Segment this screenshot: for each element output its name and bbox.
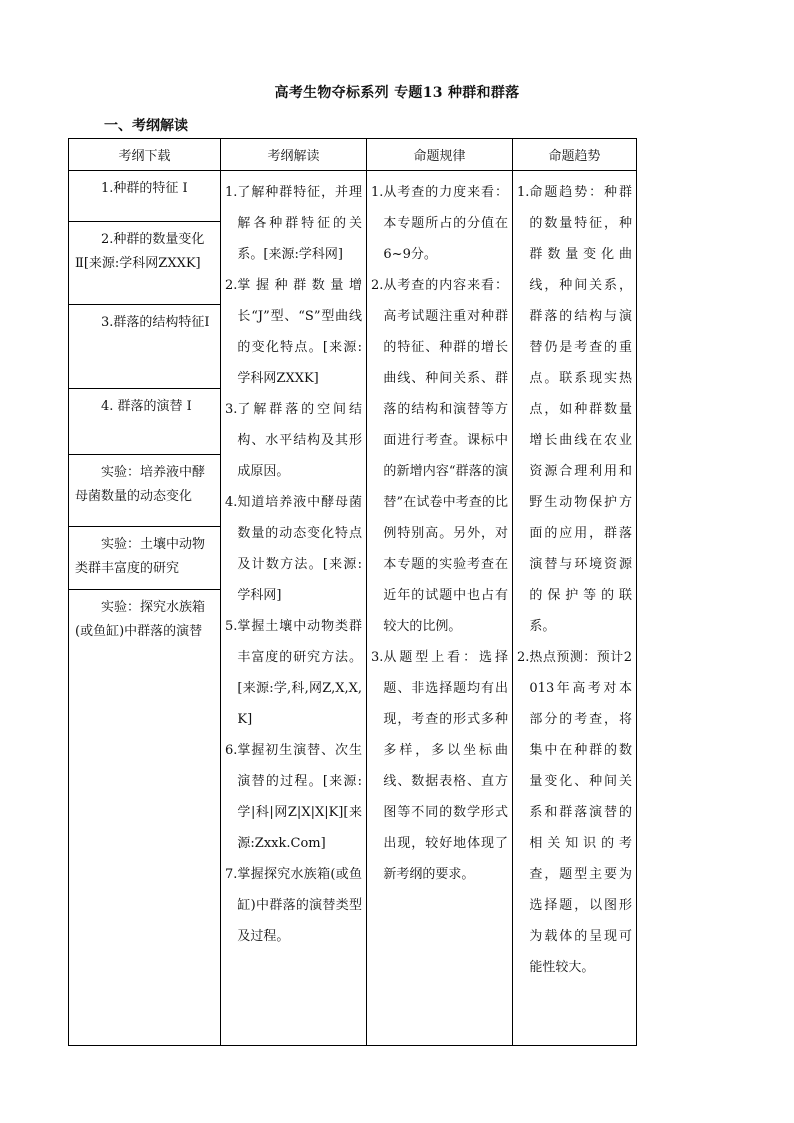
list-item: 2. 掌握种群数量增长“J”型、“S”型曲线的变化特点。[来源:学科网ZXXK] [225, 278, 362, 386]
list-item: 6. 掌握初生演替、次生演替的过程。[来源:学|科|网Z|X|X|K][来源:Zxxk.Com] [225, 743, 362, 851]
question-pattern-cell [367, 171, 513, 1046]
header-syllabus-interpretation: 考纲解读 [221, 139, 367, 171]
list-item: 1. 命题趋势：种群的数量特征，种群数量变化曲线，种间关系，群落的结构与演替仍是考查的重点。联系现实热点，如种群数量增长曲线在农业资源合理利用和野生动物保护方面的应用，群落演替与环境资源的保护等的联系。 [517, 185, 632, 634]
syllabus-item: 4. 群落的演替 Ⅰ [69, 389, 220, 455]
syllabus-item: 1.种群的特征 Ⅰ [69, 171, 220, 222]
table-body-row [69, 171, 637, 1046]
header-question-trend: 命题趋势 [513, 139, 637, 171]
list-item: 7. 掌握探究水族箱(或鱼缸)中群落的演替类型及过程。 [225, 867, 362, 944]
section-heading: 一、考纲解读 [104, 118, 188, 134]
list-item: 5. 掌握土壤中动物类群丰富度的研究方法。[来源:学,科,网Z,X,X,K] [225, 619, 362, 727]
list-item: 2. 热点预测：预计2013年高考对本部分的考查，将集中在种群的数量变化、种间关系和群落演替的相关知识的考查，题型主要为选择题，以图形为载体的呈现可能性较大。 [517, 650, 632, 975]
document-title: 高考生物夺标系列 专题13 种群和群落 [274, 85, 520, 101]
syllabus-item: 3.群落的结构特征Ⅰ [69, 305, 220, 389]
question-trend-cell [513, 171, 637, 1046]
syllabus-item: 实验：培养液中酵母菌数量的动态变化 [69, 455, 220, 527]
syllabus-item: 2.种群的数量变化Ⅱ[来源:学科网ZXXK] [69, 222, 220, 305]
syllabus-download-cell [69, 171, 221, 1046]
list-item: 1. 了解种群特征，并理解各种群特征的关系。[来源:学科网] [225, 185, 362, 262]
header-question-pattern: 命题规律 [367, 139, 513, 171]
table-header-row [69, 139, 637, 171]
syllabus-table [68, 138, 637, 1046]
syllabus-item: 实验：探究水族箱(或鱼缸)中群落的演替 [75, 600, 206, 639]
list-item: 3. 了解群落的空间结构、水平结构及其形成原因。 [225, 402, 362, 479]
header-syllabus-download: 考纲下载 [69, 139, 221, 171]
list-item: 4. 知道培养液中酵母菌数量的动态变化特点及计数方法。[来源:学科网] [225, 495, 362, 603]
syllabus-interpretation-cell [221, 171, 367, 1046]
list-item: 2. 从考查的内容来看：高考试题注重对种群的特征、种群的增长曲线、种间关系、群落的结构和演替等方面进行考查。课标中的新增内容“群落的演替”在试卷中考查的比例特别高。另外，对本专题的实验考查在近年的试题中也占有较大的比例。 [371, 278, 508, 634]
list-item: 3. 从题型上看：选择题、非选择题均有出现，考查的形式多种多样，多以坐标曲线、数据表格、直方图等不同的数学形式出现，较好地体现了新考纲的要求。 [371, 650, 508, 882]
list-item: 1. 从考查的力度来看：本专题所占的分值在6~9分。 [371, 185, 508, 262]
syllabus-item: 实验：土壤中动物类群丰富度的研究 [69, 527, 220, 590]
